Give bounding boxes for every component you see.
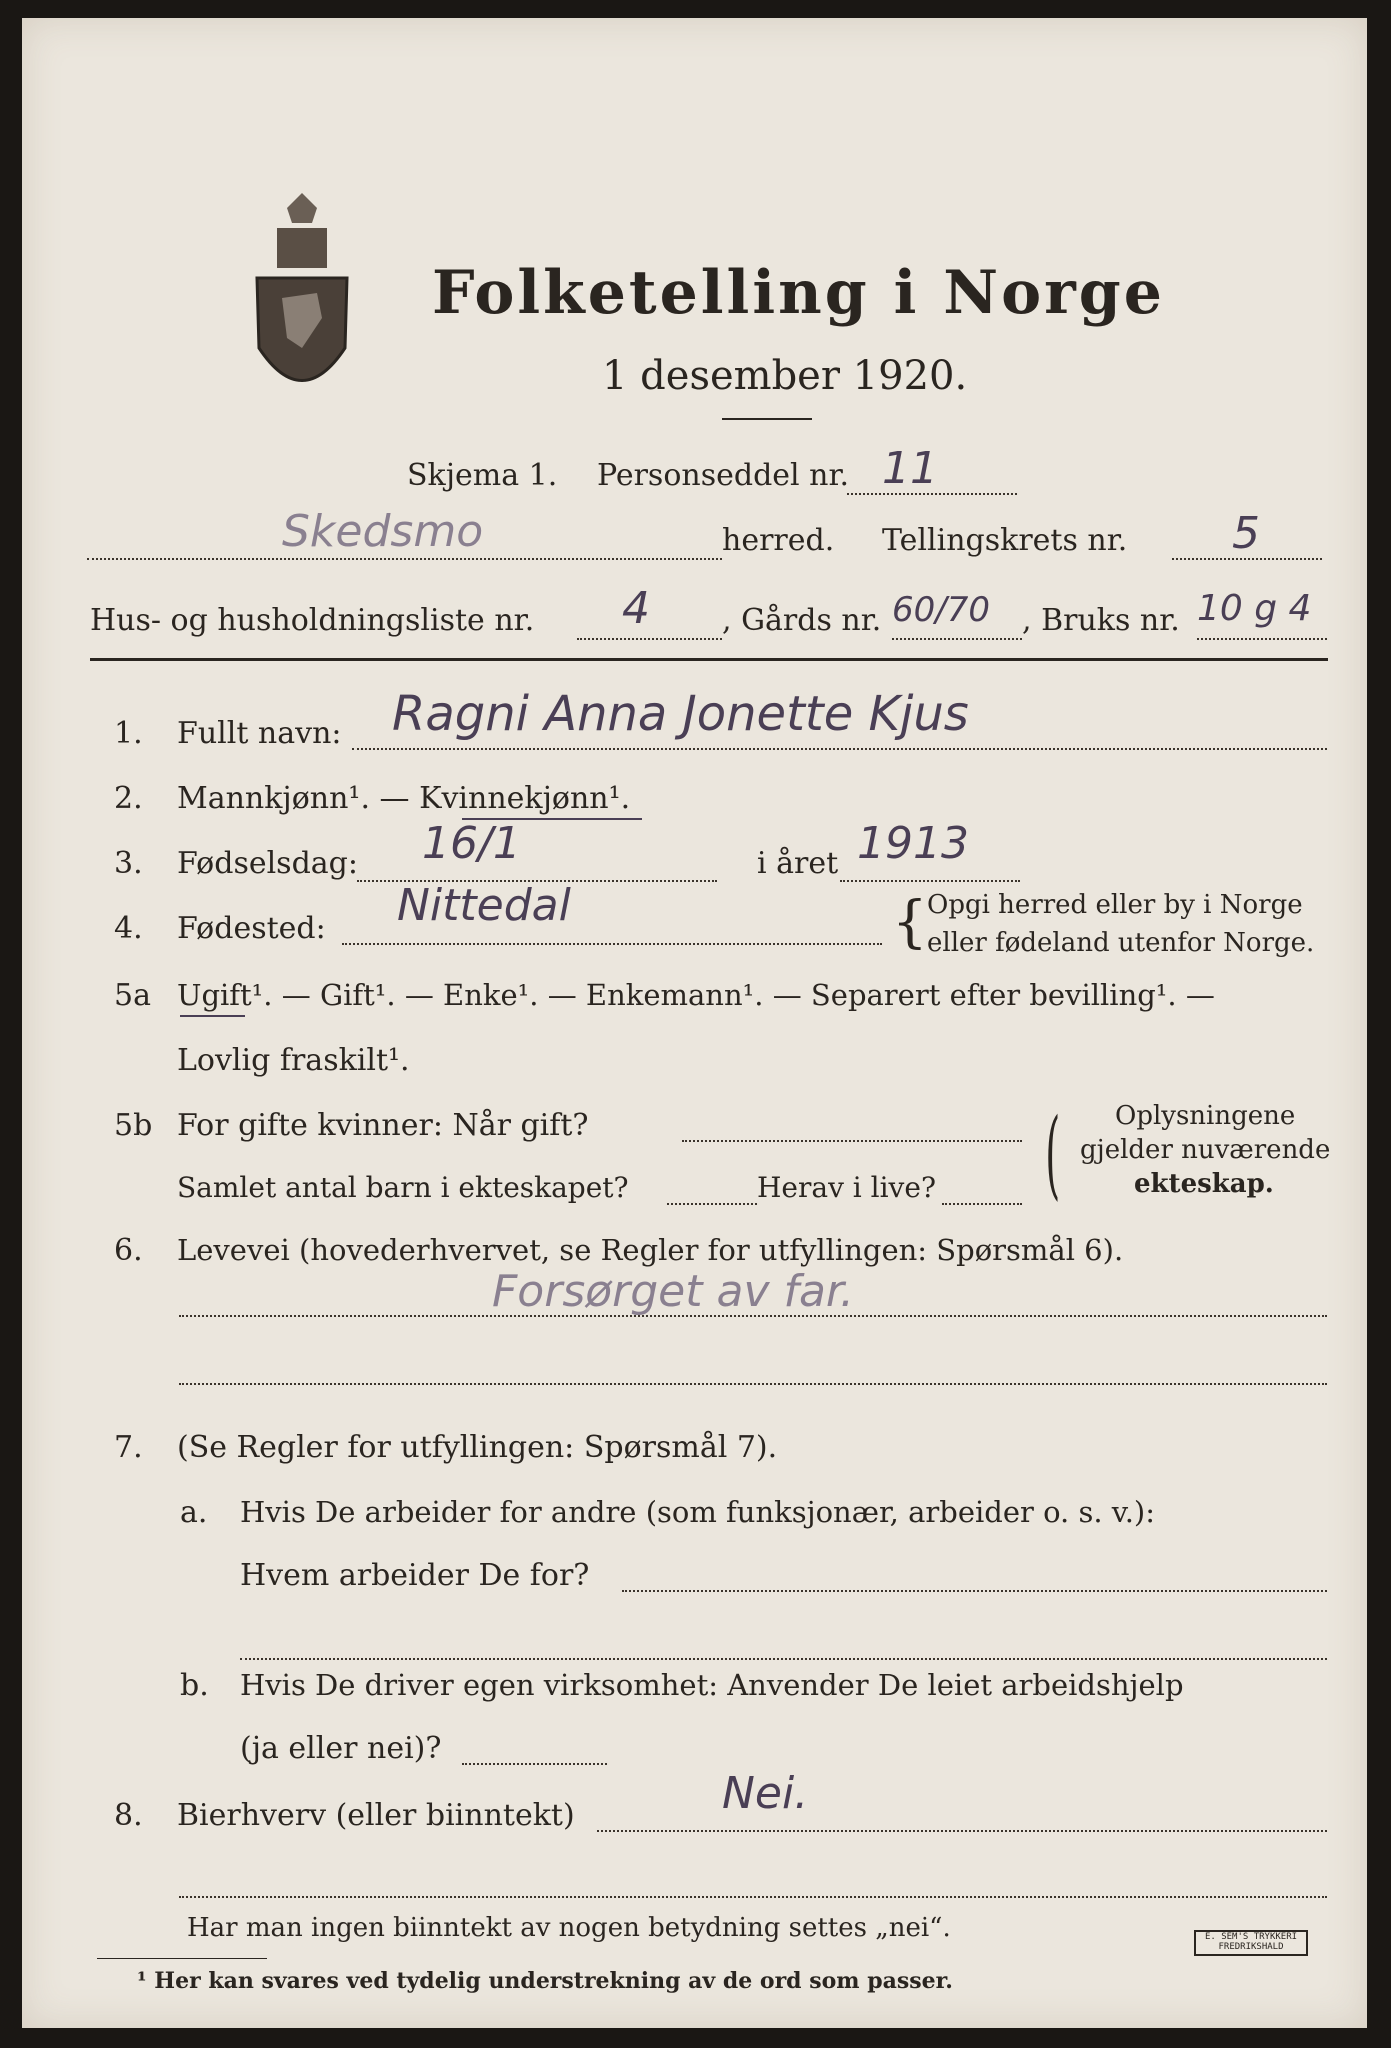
form-date: 1 desember 1920. <box>602 353 968 399</box>
q4-note-line2: eller fødeland utenfor Norge. <box>927 928 1315 958</box>
year-line <box>840 880 1020 882</box>
personseddel-value[interactable]: 11 <box>882 443 938 494</box>
footnote-rule <box>97 1958 267 1959</box>
q7-label: (Se Regler for utfyllingen: Spørsmål 7). <box>177 1430 778 1465</box>
sideline-value[interactable]: Nei. <box>722 1768 809 1819</box>
q7b-letter: b. <box>180 1668 209 1703</box>
q5b-label2: Samlet antal barn i ekteskapet? <box>177 1171 629 1204</box>
q8-line2 <box>179 1896 1327 1898</box>
herred-value[interactable]: Skedsmo <box>282 506 484 557</box>
q7b-line1: Hvis De driver egen virksomhet: Anvender De leiet arbeidshjelp <box>240 1668 1184 1702</box>
year-label: i året <box>757 846 839 881</box>
footer-note: Har man ingen biinntekt av nogen betydning settes „nei“. <box>187 1913 951 1943</box>
q8-line <box>597 1830 1327 1832</box>
title-divider <box>722 418 812 420</box>
q3-label: Fødselsdag: <box>177 846 358 881</box>
hus-line <box>577 638 722 640</box>
q7a-line1: Hvis De arbeider for andre (som funksjonær, arbeider o. s. v.): <box>240 1495 1156 1529</box>
tellingskrets-value[interactable]: 5 <box>1232 508 1260 559</box>
occupation-value[interactable]: Forsørget av far. <box>492 1266 854 1317</box>
q8-label: Bierhverv (eller biinntekt) <box>177 1798 575 1833</box>
gards-value[interactable]: 60/70 <box>892 590 990 630</box>
hus-value[interactable]: 4 <box>622 583 650 634</box>
marital-options[interactable]: Ugift¹. — Gift¹. — Enke¹. — Enkemann¹. — Separert efter bevilling¹. — <box>177 978 1215 1012</box>
herred-label: herred. <box>722 523 835 558</box>
tellingskrets-label: Tellingskrets nr. <box>882 523 1128 558</box>
skjema-label: Skjema 1. <box>407 458 558 493</box>
q4-line <box>342 943 882 945</box>
q5b-label1: For gifte kvinner: Når gift? <box>177 1108 589 1143</box>
q4-number: 4. <box>114 911 143 946</box>
q5b-line1 <box>682 1140 1022 1142</box>
q6-line2 <box>179 1383 1327 1385</box>
hus-label: Hus- og husholdningsliste nr. <box>90 603 535 638</box>
q7a-line-extra <box>240 1658 1327 1660</box>
gender-options[interactable]: Mannkjønn¹. — Kvinnekjønn¹. <box>177 781 631 816</box>
q8-number: 8. <box>114 1798 143 1833</box>
q1-number: 1. <box>114 716 143 751</box>
q5b-note-line3: ekteskap. <box>1134 1169 1274 1199</box>
bruks-line <box>1197 638 1327 640</box>
q5a-number: 5a <box>114 978 151 1013</box>
census-form <box>22 18 1367 2028</box>
q3-number: 3. <box>114 846 143 881</box>
q7b-line2: (ja eller nei)? <box>240 1731 442 1766</box>
q4-note-line1: Opgi herred eller by i Norge <box>927 890 1303 920</box>
q5b-line3 <box>942 1203 1022 1205</box>
marital-options-2[interactable]: Lovlig fraskilt¹. <box>177 1043 410 1078</box>
gards-label: , Gårds nr. <box>722 603 882 638</box>
footnote: ¹ Her kan svares ved tydelig understrekning av de ord som passer. <box>137 1968 953 1994</box>
printer-stamp: E. SEM'S TRYKKERI FREDRIKSHALD <box>1194 1930 1308 1956</box>
q5b-note-line2: gjelder nuværende <box>1080 1135 1331 1165</box>
q5b-brace: ( <box>1045 1098 1061 1210</box>
bruks-label: , Bruks nr. <box>1022 603 1180 638</box>
q5b-note-line1: Oplysningene <box>1115 1101 1296 1131</box>
full-name-value[interactable]: Ragni Anna Jonette Kjus <box>392 686 969 742</box>
personseddel-label: Personseddel nr. <box>597 458 850 493</box>
header-rule <box>90 658 1328 661</box>
form-title: Folketelling i Norge <box>432 258 1165 328</box>
herred-line <box>87 558 722 560</box>
gards-line <box>892 638 1022 640</box>
q1-line <box>352 748 1327 750</box>
q4-brace: { <box>892 890 928 955</box>
birthday-value[interactable]: 16/1 <box>422 818 521 869</box>
q2-number: 2. <box>114 781 143 816</box>
q6-number: 6. <box>114 1233 143 1268</box>
marital-underline <box>180 1015 245 1017</box>
birthplace-value[interactable]: Nittedal <box>397 880 571 931</box>
q6-label: Levevei (hovederhvervet, se Regler for utfyllingen: Spørsmål 6). <box>177 1233 1124 1267</box>
q1-label: Fullt navn: <box>177 716 342 751</box>
bruks-value[interactable]: 10 g 4 <box>1197 588 1312 629</box>
coat-of-arms-icon <box>247 188 357 413</box>
q7-number: 7. <box>114 1430 143 1465</box>
q5b-number: 5b <box>114 1108 153 1143</box>
q7a-line2: Hvem arbeider De for? <box>240 1558 590 1593</box>
q5b-label3: Herav i live? <box>757 1171 936 1204</box>
q7a-line <box>622 1590 1327 1592</box>
q7b-line <box>462 1763 607 1765</box>
q4-label: Fødested: <box>177 911 326 946</box>
year-value[interactable]: 1913 <box>857 818 969 869</box>
q5b-line2 <box>667 1203 757 1205</box>
q7a-letter: a. <box>180 1495 208 1530</box>
